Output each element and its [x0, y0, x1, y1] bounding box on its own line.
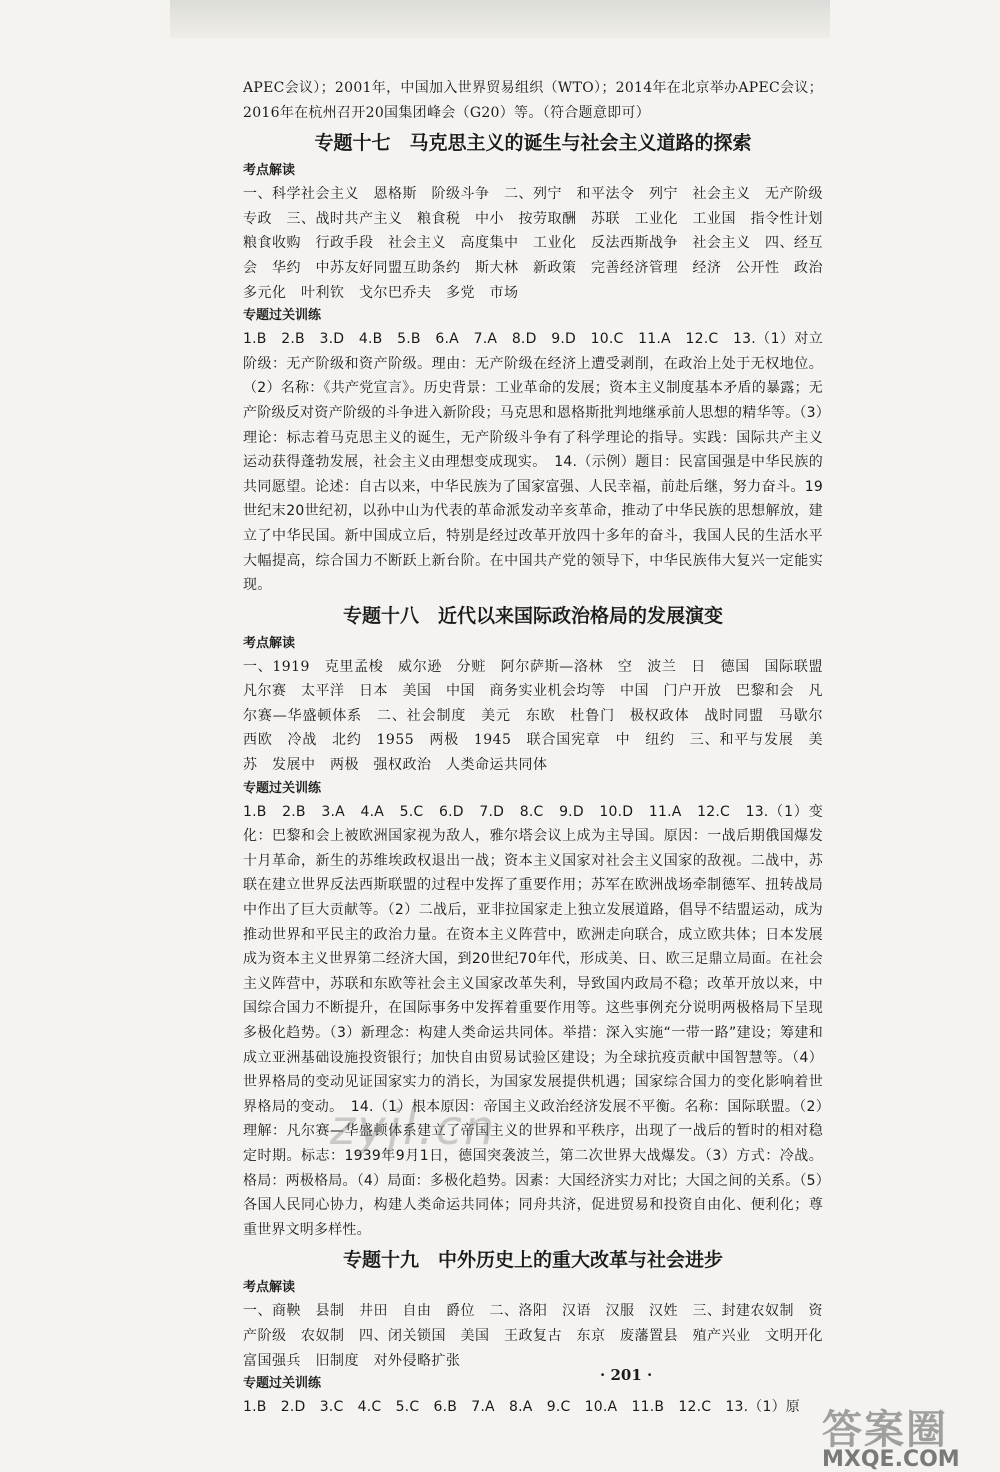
watermark: zyjl.cn	[330, 1100, 497, 1156]
answers-text: 1.B 2.D 3.C 4.C 5.C 6.B 7.A 8.A 9.C 10.A 11.B 12.C 13.（1）原	[243, 1399, 800, 1416]
subheading-keypoints: 考点解读	[243, 163, 296, 179]
scan-shadow	[170, 0, 830, 38]
keypoints-text: 一、1919 克里孟梭 威尔逊 分赃 阿尔萨斯—洛林 空 波兰 日 德国 国际联盟 凡尔赛 太平洋 日本 美国 中国 商务实业机会均等 中国 门户开放 巴黎和会 凡尔赛—华盛顿体系 二、社会制度 美元 东欧 杜鲁门 极权政体 战时同盟 马歇尔 西欧 冷战 北约 1955 两极 1945 联合国宪章 中 纽约 三、和平与发展 美苏 发展中 两极 强权政治 人类命运共同体	[243, 658, 838, 774]
content	[243, 76, 838, 1420]
keypoints-text: 一、商鞅 县制 井田 自由 爵位 二、洛阳 汉语 汉服 汉姓 三、封建农奴制 资产阶级 农奴制 四、闭关锁国 美国 王政复古 东京 废藩置县 殖产兴业 文明开化 富国强兵 旧制度 对外侵略扩张	[243, 1303, 838, 1369]
section-17	[243, 128, 838, 598]
subheading-training: 专题过关训练	[243, 308, 322, 324]
logo-mark: 答案圈	[822, 1407, 948, 1453]
answers-text: 1.B 2.B 3.A 4.A 5.C 6.D 7.D 8.C 9.D 10.D 11.A 12.C 13.（1）变化：巴黎和会上被欧洲国家视为敌人，雅尔塔会议上成为主导国。原因：一战后期俄国爆发十月革命，新生的苏维埃政权退出一战；资本主义国家对社会主义国家的敌视。二战中，苏联在建立世界反法西斯联盟的过程中发挥了重要作用；苏军在欧洲战场牵制德军、扭转战局中作出了巨大贡献等。（2）二战后，亚非拉国家走上独立发展道路，倡导不结盟运动，成为推动世界和平民主的政治力量。在资本主义阵营中，欧洲走向联合，成立欧共体；日本发展成为资本主义世界第二经济大国，到20世纪70年代，形成美、日、欧三足鼎立局面。在社会主义阵营中，苏联和东欧等社会主义国家改革失利，导致国内政局不稳；改革开放以来，中国综合国力不断提升，在国际事务中发挥着重要作用等。这些事例充分说明两极格局下呈现多极化趋势。（3）新理念：构建人类命运共同体。举措：深入实施“一带一路”建设；筹建和成立亚洲基础设施投资银行；加快自由贸易试验区建设；为全球抗疫贡献中国智慧等。（4）世界格局的变动见证国家实力的消长，为国家发展提供机遇；国家综合国力的变化影响着世界格局的变动。 14.（1）根本原因：帝国主义政治经济发展不平衡。名称：国际联盟。（2）理解：凡尔赛—华盛顿体系建立了帝国主义的世界和平秩序，出现了一战后的暂时的相对稳定时期。标志：1939年9月1日，德国突袭波兰，第二次世界大战爆发。（3）方式：冷战。格局：两极格局。（4）局面：多极化趋势。因素：大国经济实力对比；大国之间的关系。（5）各国人民同心协力，构建人类命运共同体；同舟共济，促进贸易和投资自由化、便利化；尊重世界文明多样性。	[243, 803, 823, 1238]
intro-paragraph: APEC会议）；2001年，中国加入世界贸易组织（WTO）；2014年在北京举办APEC会议；2016年在杭州召开20国集团峰会（G20）等。（符合题意即可）	[243, 80, 823, 121]
logo-url: MXQE.COM	[822, 1447, 960, 1472]
section-title: 专题十八 近代以来国际政治格局的发展演变	[342, 604, 723, 627]
page-number: · 201 ·	[600, 1366, 653, 1384]
answers-text: 1.B 2.B 3.D 4.B 5.B 6.A 7.A 8.D 9.D 10.C 11.A 12.C 13.（1）对立阶级：无产阶级和资产阶级。理由：无产阶级在经济上遭受剥削，在政治上处于无权地位。（2）名称：《共产党宣言》。历史背景：工业革命的发展；资本主义制度基本矛盾的暴露；无产阶级反对资产阶级的斗争进入新阶段；马克思和恩格斯批判地继承前人思想的精华等。（3）理论：标志着马克思主义的诞生，无产阶级斗争有了科学理论的指导。实践：国际共产主义运动获得蓬勃发展，社会主义由理想变成现实。 14.（示例）题目：民富国强是中华民族的共同愿望。论述：自古以来，中华民族为了国家富强、人民幸福，前赴后继，努力奋斗。19世纪末20世纪初，以孙中山为代表的革命派发动辛亥革命，推动了中华民族的思想解放，建立了中华民国。新中国成立后，特别是经过改革开放四十多年的奋斗，我国人民的生活水平大幅提高，综合国力不断跃上新台阶。在中国共产党的领导下，中华民族伟大复兴一定能实现。	[243, 331, 823, 594]
section-title: 专题十七 马克思主义的诞生与社会主义道路的探索	[314, 132, 752, 155]
section-title: 专题十九 中外历史上的重大改革与社会进步	[342, 1249, 723, 1272]
subheading-keypoints: 考点解读	[243, 1280, 296, 1296]
site-logo	[822, 1398, 992, 1472]
keypoints-text: 一、科学社会主义 恩格斯 阶级斗争 二、列宁 和平法令 列宁 社会主义 无产阶级专政 三、战时共产主义 粮食税 中小 按劳取酬 苏联 工业化 工业国 指令性计划 粮食收购 行政手段 社会主义 高度集中 工业化 反法西斯战争 社会主义 四、经互会 华约 中苏友好同盟互助条约 斯大林 新政策 完善经济管理 经济 公开性 政治多元化 叶利钦 戈尔巴乔夫 多党 市场	[243, 186, 838, 301]
subheading-training: 专题过关训练	[243, 780, 322, 796]
section-19	[243, 1245, 838, 1419]
subheading-keypoints: 考点解读	[243, 635, 296, 651]
subheading-training: 专题过关训练	[243, 1376, 322, 1392]
